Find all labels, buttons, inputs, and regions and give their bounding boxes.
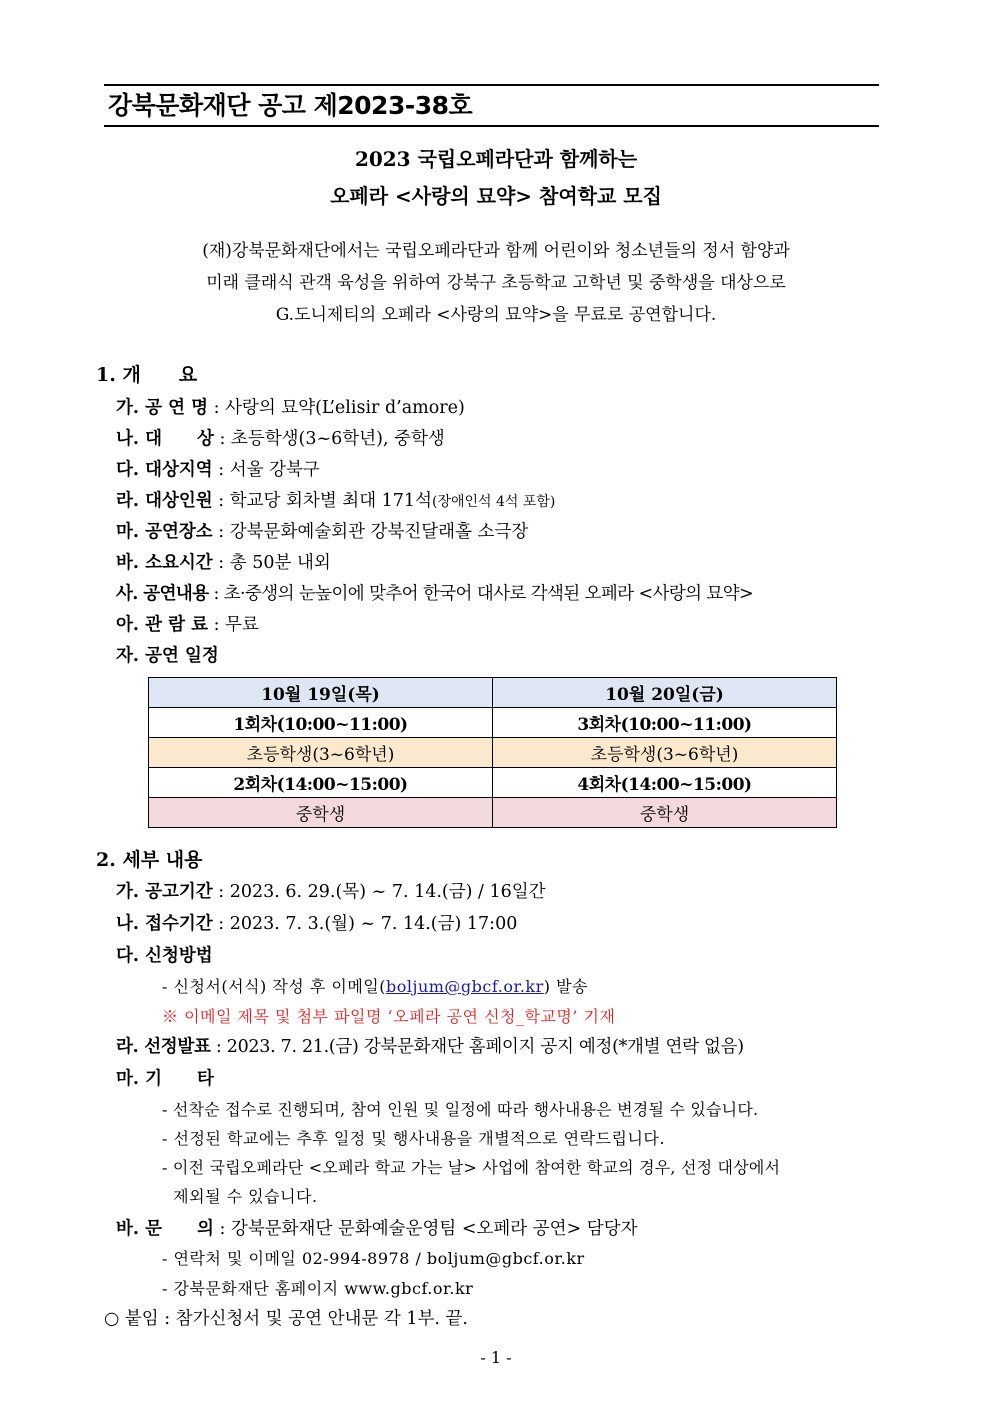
table-cell: 중학생	[493, 798, 837, 828]
etc-line-1: - 선착순 접수로 진행되며, 참여 인원 및 일정에 따라 행사내용은 변경될 수 있습니다.	[162, 1100, 759, 1119]
item-value: : 초등학생(3~6학년), 중학생	[213, 429, 445, 449]
item-value: : 2023. 6. 29.(목) ~ 7. 14.(금) / 16일간	[212, 882, 546, 902]
overview-item-duration	[116, 549, 331, 574]
section-1-heading: 1. 개 요	[96, 364, 198, 386]
detail-method	[116, 942, 213, 967]
item-value: : 무료	[208, 615, 259, 635]
inquiry-homepage: - 강북문화재단 홈페이지 www.gbcf.or.kr	[162, 1279, 474, 1298]
detail-receipt	[116, 910, 517, 935]
table-cell: 4회차(14:00~15:00)	[493, 768, 837, 798]
method-warning: ※ 이메일 제목 및 첨부 파일명 ‘오페라 공연 신청_학교명’ 기재	[162, 1007, 616, 1026]
table-row	[149, 738, 837, 768]
table-row	[149, 798, 837, 828]
item-label: 가. 공고기간	[116, 882, 213, 902]
overview-item-target	[116, 425, 445, 450]
overview-item-schedule	[116, 642, 219, 667]
etc-line-2: - 선정된 학교에는 추후 일정 및 행사내용을 개별적으로 연락드립니다.	[162, 1129, 665, 1148]
overview-item-venue	[116, 518, 528, 543]
title-line-1: 2023 국립오페라단과 함께하는	[354, 147, 638, 171]
section-2-heading: 2. 세부 내용	[96, 849, 203, 871]
item-value: : 학교당 회차별 최대 171석	[212, 491, 432, 511]
detail-announce	[116, 1033, 744, 1058]
item-value: : 강북문화재단 문화예술운영팀 <오페라 공연> 담당자	[213, 1219, 638, 1239]
table-row	[149, 768, 837, 798]
notice-number: 강북문화재단 공고 제2023-38호	[108, 91, 473, 120]
item-label: 바. 문 의	[116, 1219, 214, 1239]
item-label: 자. 공연 일정	[116, 646, 219, 666]
item-value: : 사랑의 묘약(L’elisir d’amore)	[208, 398, 465, 418]
item-label: 마. 공연장소	[116, 522, 213, 542]
email-link[interactable]: boljum@gbcf.or.kr	[386, 977, 544, 996]
item-value: : 2023. 7. 3.(월) ~ 7. 14.(금) 17:00	[212, 914, 518, 934]
overview-item-fee	[116, 611, 259, 636]
overview-item-title	[116, 394, 465, 419]
method-suffix: ) 발송	[543, 977, 589, 996]
item-label: 가. 공 연 명	[116, 398, 208, 418]
intro-line-3: G.도니제티의 오페라 <사랑의 묘약>을 무료로 공연합니다.	[275, 305, 717, 325]
item-value: : 총 50분 내외	[212, 553, 331, 573]
item-label: 다. 신청방법	[116, 946, 213, 966]
table-cell: 2회차(14:00~15:00)	[149, 768, 493, 798]
table-cell: 초등학생(3~6학년)	[493, 738, 837, 768]
table-cell: 중학생	[149, 798, 493, 828]
intro-line-2: 미래 클래식 관객 육성을 위하여 강북구 초등학교 고학년 및 중학생을 대상으로	[206, 273, 786, 293]
item-label: 사. 공연내용	[116, 584, 209, 604]
item-label: 바. 소요시간	[116, 553, 213, 573]
item-value: : 2023. 7. 21.(금) 강북문화재단 홈페이지 공지 예정(*개별 연락 없음)	[210, 1037, 744, 1057]
item-note: (장애인석 4석 포함)	[431, 494, 556, 510]
overview-item-capacity	[116, 487, 555, 512]
table-row	[149, 708, 837, 738]
method-prefix: - 신청서(서식) 작성 후 이메일(	[162, 977, 386, 996]
table-cell: 초등학생(3~6학년)	[149, 738, 493, 768]
item-label: 나. 대 상	[116, 429, 214, 449]
table-cell: 3회차(10:00~11:00)	[493, 708, 837, 738]
method-line	[162, 974, 588, 997]
title-line-2: 오페라 <사랑의 묘약> 참여학교 모집	[330, 184, 662, 208]
item-value: : 강북문화예술회관 강북진달래홀 소극장	[212, 522, 529, 542]
etc-line-3: - 이전 국립오페라단 <오페라 학교 가는 날> 사업에 참여한 학교의 경우, 선정 대상에서	[162, 1158, 781, 1177]
item-value: : 초·중생의 눈높이에 맞추어 한국어 대사로 각색된 오페라 <사랑의 묘약>	[208, 584, 754, 604]
inquiry-contact: - 연락처 및 이메일 02-994-8978 / boljum@gbcf.or.kr	[162, 1249, 585, 1268]
overview-item-region	[116, 456, 320, 481]
item-label: 라. 선정발표	[116, 1037, 211, 1057]
attachment-note: ○ 붙임 : 참가신청서 및 공연 안내문 각 1부. 끝.	[104, 1309, 468, 1329]
table-header-row	[149, 678, 837, 708]
item-label: 마. 기 타	[116, 1069, 214, 1089]
bottom-rule	[104, 125, 879, 127]
column-header-oct19: 10월 19일(목)	[149, 678, 493, 708]
table-cell: 1회차(10:00~11:00)	[149, 708, 493, 738]
item-label: 다. 대상지역	[116, 460, 213, 480]
item-label: 라. 대상인원	[116, 491, 213, 511]
item-value: : 서울 강북구	[212, 460, 320, 480]
schedule-table	[148, 677, 837, 828]
column-header-oct20: 10월 20일(금)	[493, 678, 837, 708]
etc-line-4: 제외될 수 있습니다.	[162, 1187, 318, 1206]
intro-line-1: (재)강북문화재단에서는 국립오페라단과 함께 어린이와 청소년들의 정서 함양과	[202, 241, 790, 261]
overview-item-content	[116, 580, 753, 605]
item-label: 나. 접수기간	[116, 914, 213, 934]
page-number: - 1 -	[480, 1348, 512, 1367]
item-label: 아. 관 람 료	[116, 615, 208, 635]
detail-inquiry	[116, 1215, 638, 1240]
detail-period	[116, 878, 546, 903]
detail-etc	[116, 1065, 214, 1090]
